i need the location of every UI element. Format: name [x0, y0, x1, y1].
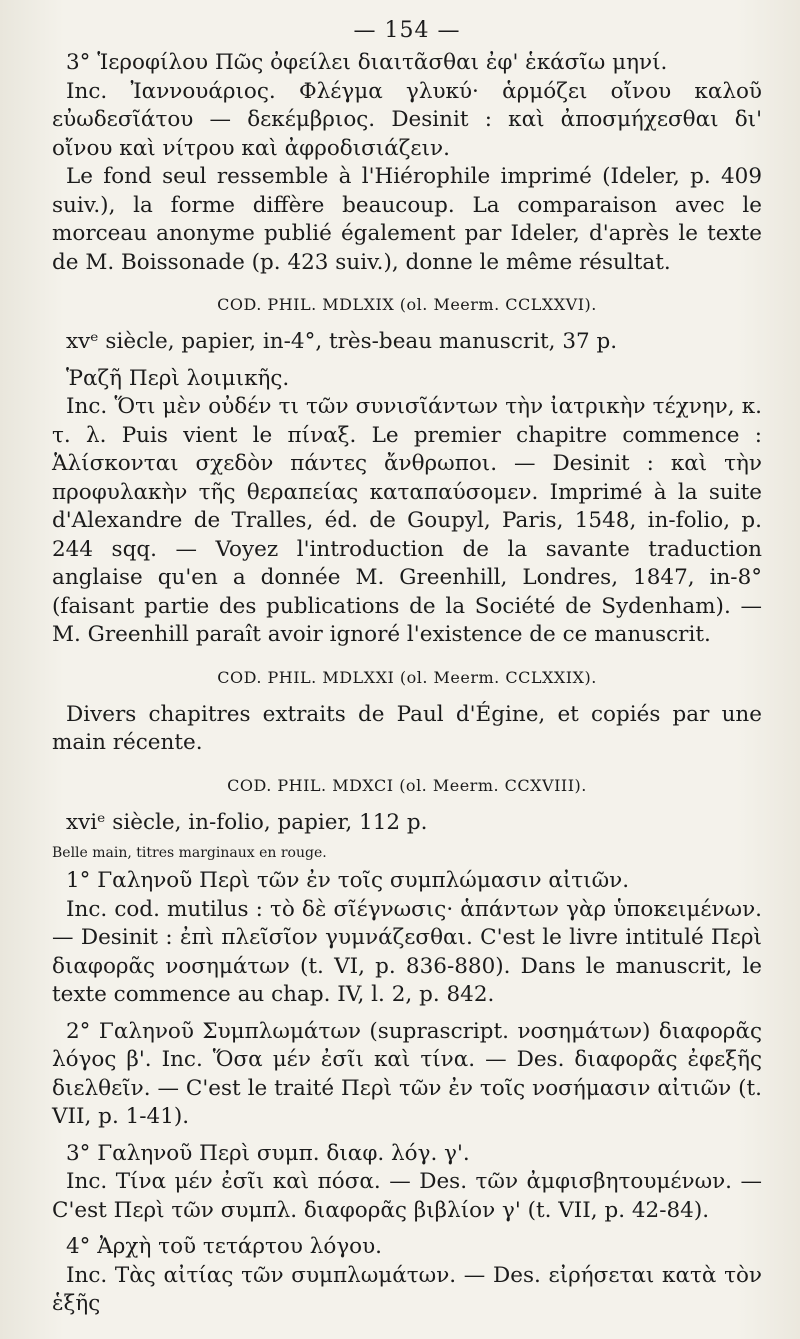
- codex-heading-mdxci: COD. PHIL. MDXCI (ol. Meerm. CCXVIII).: [227, 775, 587, 795]
- codex-heading-mdlxxi: COD. PHIL. MDLXXI (ol. Meerm. CCLXXIX).: [217, 667, 597, 687]
- incipit-hierophilus: Inc. Ἰαννουάριος. Φλέγμα γλυκύ· ἁρμόζει οἴνου καλοῦ εὐωδεσῖάτου — δεκέμβριος. Desinit : καὶ ἀποσμήχεσθαι δι' οἴνου καὶ νίτρου καὶ ἀφροδισιάζειν.: [52, 78, 762, 161]
- incipit-book-4: Inc. Τὰς αἰτίας τῶν συμπλωμάτων. — Des. εἰρήσεται κατὰ τὸν ἑξῆς: [52, 1262, 762, 1316]
- entry-title-galen-1: 1° Γαληνοῦ Περὶ τῶν ἐν τοῖς συμπλώμασιν αἰτιῶν.: [66, 868, 630, 893]
- codex-description-mdxci: xviᵉ siècle, in-folio, papier, 112 p.: [66, 809, 428, 835]
- entry-galen-2: 2° Γαληνοῦ Συμπλωμάτων (suprascript. νοσημάτων) διαφορᾶς λόγος β'. Inc. Ὅσα μέν ἐσῖι καὶ τίνα. — Des. διαφορᾶς ἐφεξῆς διελθεῖν. — C'est le traité Περὶ τῶν ἐν τοῖς νοσήμασιν αἰτιῶν (t. VII, p. 1-41).: [52, 1018, 762, 1129]
- incipit-galen-3: Inc. Τίνα μέν ἐσῖι καὶ πόσα. — Des. τῶν ἀμφισβητουμένων. — C'est Περὶ τῶν συμπλ. διαφορᾶς βιβλίον γ' (t. VII, p. 42-84).: [52, 1169, 762, 1223]
- commentary-hierophilus: Le fond seul ressemble à l'Hiérophile imprimé (Ideler, p. 409 suiv.), la forme diffère beaucoup. La comparaison avec le morceau anonyme publié également par Ideler, d'après le texte de M. Boissonade (p. 423 suiv.), donne le même résultat.: [52, 164, 762, 275]
- page-number: — 154 —: [353, 18, 461, 43]
- incipit-razes: Inc. Ὅτι μὲν οὐδέν τι τῶν συνισῖάντων τὴν ἰατρικὴν τέχνην, κ. τ. λ. Puis vient le πίναξ. Le premier chapitre commence : Ἁλίσκονται σχεδὸν πάντες ἄνθρωποι. — Desinit : καὶ τὴν προφυλακὴν τῆς θεραπείας καταπαύσομεν. Imprimé à la suite d'Alexandre de Tralles, éd. de Goupyl, Paris, 1548, in-folio, p. 244 sqq. — Voyez l'introduction de la savante traduction anglaise qu'en a donnée M. Greenhill, Londres, 1847, in-8° (faisant partie des publications de la Société de Sydenham). — M. Greenhill paraît avoir ignoré l'existence de ce manuscrit.: [52, 394, 762, 647]
- entry-title-hierophilus: 3° Ἱεροφίλου Πῶς ὀφείλει διαιτᾶσθαι ἐφ' ἑκάσῖω μηνί.: [66, 50, 668, 75]
- incipit-galen-1: Inc. cod. mutilus : τὸ δὲ σῖέγνωσις· ἁπάντων γὰρ ὑποκειμένων. — Desinit : ἐπὶ πλεῖσῖον γυμνάζεσθαι. C'est le livre intitulé Περὶ διαφορᾶς νοσημάτων (t. VI, p. 836-880). Dans le manuscrit, le texte commence au chap. IV, l. 2, p. 842.: [52, 896, 762, 1007]
- entry-title-book-4: 4° Ἀρχὴ τοῦ τετάρτου λόγου.: [66, 1234, 383, 1259]
- codex-description-mdlxxi: Divers chapitres extraits de Paul d'Égine, et copiés par une main récente.: [52, 701, 762, 755]
- codex-description-mdlxix: xvᵉ siècle, papier, in-4°, très-beau manuscrit, 37 p.: [66, 329, 618, 354]
- entry-title-galen-3: 3° Γαληνοῦ Περὶ συμπ. διαφ. λόγ. γ'.: [66, 1140, 470, 1166]
- codex-note-mdxci: Belle main, titres marginaux en rouge.: [52, 845, 327, 861]
- codex-heading-mdlxix: COD. PHIL. MDLXIX (ol. Meerm. CCLXXVI).: [217, 295, 597, 314]
- entry-title-razes: Ῥαζῆ Περὶ λοιμικῆς.: [66, 365, 290, 391]
